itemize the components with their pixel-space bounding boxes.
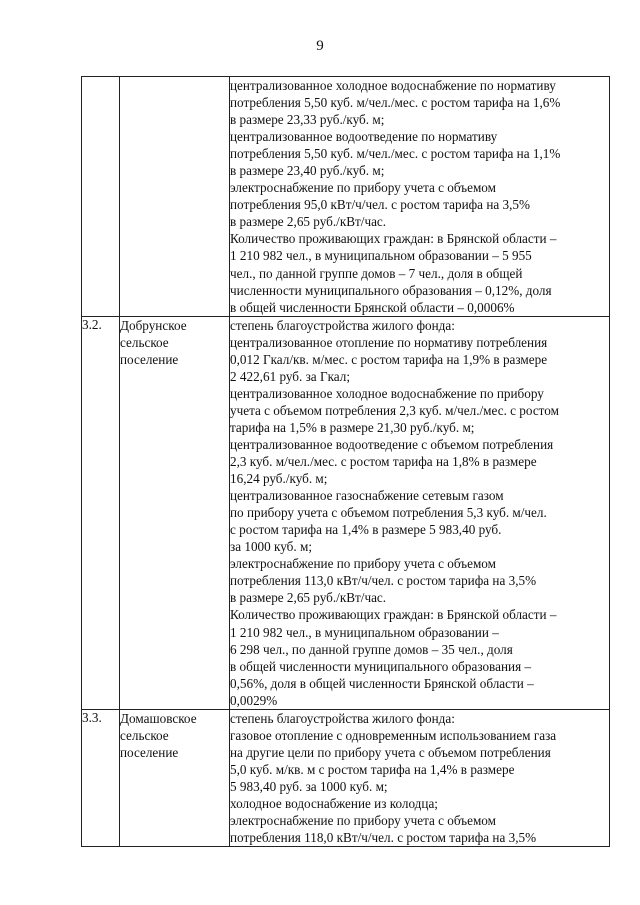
description-line: по прибору учета с объемом потребления 5,3 куб. м/чел. <box>230 505 547 521</box>
description-line: потребления 5,50 куб. м/чел./мес. с ростом тарифа на 1,6% <box>230 95 561 111</box>
municipality-name <box>120 316 230 709</box>
description-line: 0,012 Гкал/кв. м/мес. с ростом тарифа на 1,9% в размере <box>230 351 548 367</box>
description-line: Количество проживающих граждан: в Брянской области – <box>230 607 557 623</box>
description-line: 2,3 куб. м/чел./мес. с ростом тарифа на 1,8% в размере <box>230 454 537 470</box>
description-line: централизованное водоотведение с объемом потребления <box>230 436 554 452</box>
description-line: электроснабжение по прибору учета с объемом <box>230 180 496 196</box>
description-line: 5,0 куб. м/кв. м с ростом тарифа на 1,4% в размере <box>230 761 515 777</box>
description-line: учета с объемом потребления 2,3 куб. м/чел./мес. с ростом <box>230 402 559 418</box>
description-line: тарифа на 1,5% в размере 21,30 руб./куб. м; <box>230 419 475 435</box>
municipality-name-line: Добрунское <box>120 317 187 333</box>
description-line: 1 210 982 чел., в муниципальном образовании – 5 955 <box>230 248 532 264</box>
description-line: централизованное отопление по нормативу потребления <box>230 334 548 350</box>
description-line: электроснабжение по прибору учета с объемом <box>230 556 496 572</box>
tariff-table <box>81 76 610 847</box>
description-line: холодное водоснабжение из колодца; <box>230 795 438 811</box>
tariff-description <box>230 709 610 846</box>
table-row <box>82 316 610 709</box>
municipality-name-line: сельское <box>120 727 169 743</box>
municipality-name-line: поселение <box>120 351 179 367</box>
description-line: чел., по данной группе домов – 7 чел., доля в общей <box>230 265 523 281</box>
description-line: в размере 23,33 руб./куб. м; <box>230 112 385 128</box>
row-number: 3.3. <box>82 709 120 846</box>
description-line: потребления 113,0 кВт/ч/чел. с ростом тарифа на 3,5% <box>230 573 537 589</box>
description-line: централизованное холодное водоснабжение по нормативу <box>230 78 556 93</box>
description-line: численности муниципального образования – 0,12%, доля <box>230 282 552 298</box>
description-line: 0,56%, доля в общей численности Брянской области – <box>230 675 534 691</box>
tariff-table-body <box>82 77 610 847</box>
description-line: централизованное газоснабжение сетевым газом <box>230 488 504 504</box>
description-line: 0,0029% <box>230 692 278 708</box>
description-line: централизованное холодное водоснабжение по прибору <box>230 385 544 401</box>
description-line: в размере 2,65 руб./кВт/час. <box>230 590 387 606</box>
description-line: 5 983,40 руб. за 1000 куб. м; <box>230 778 388 794</box>
description-line: Количество проживающих граждан: в Брянской области – <box>230 231 557 247</box>
description-line: в размере 23,40 руб./куб. м; <box>230 163 385 179</box>
description-line: за 1000 куб. м; <box>230 539 312 555</box>
description-line: централизованное водоотведение по нормативу <box>230 129 498 145</box>
description-line: степень благоустройства жилого фонда: <box>230 317 455 333</box>
tariff-description <box>230 316 610 709</box>
municipality-name <box>120 77 230 317</box>
description-line: в размере 2,65 руб./кВт/час. <box>230 214 387 230</box>
description-line: в общей численности муниципального образования – <box>230 658 532 674</box>
table-row <box>82 77 610 317</box>
description-line: степень благоустройства жилого фонда: <box>230 710 455 726</box>
description-line: 16,24 руб./куб. м; <box>230 471 328 487</box>
municipality-name-line: сельское <box>120 334 169 350</box>
description-line: потребления 95,0 кВт/ч/чел. с ростом тарифа на 3,5% <box>230 197 530 213</box>
description-line: 1 210 982 чел., в муниципальном образовании – <box>230 624 499 640</box>
row-number <box>82 77 120 317</box>
description-line: потребления 5,50 куб. м/чел./мес. с ростом тарифа на 1,1% <box>230 146 561 162</box>
description-line: 6 298 чел., по данной группе домов – 35 чел., доля <box>230 641 513 657</box>
description-line: в общей численности Брянской области – 0,0006% <box>230 299 515 315</box>
municipality-name-line: поселение <box>120 744 179 760</box>
description-line: газовое отопление с одновременным использованием газа <box>230 727 557 743</box>
page-number: 9 <box>316 38 324 54</box>
description-line: с ростом тарифа на 1,4% в размере 5 983,40 руб. <box>230 522 502 538</box>
description-line: электроснабжение по прибору учета с объемом <box>230 813 496 829</box>
row-number: 3.2. <box>82 316 120 709</box>
municipality-name <box>120 709 230 846</box>
municipality-name-line: Домашовское <box>120 710 197 726</box>
description-line: 2 422,61 руб. за Гкал; <box>230 368 351 384</box>
table-row <box>82 709 610 846</box>
description-line: потребления 118,0 кВт/ч/чел. с ростом тарифа на 3,5% <box>230 830 537 846</box>
tariff-description <box>230 77 610 317</box>
description-line: на другие цели по прибору учета с объемом потребления <box>230 744 551 760</box>
